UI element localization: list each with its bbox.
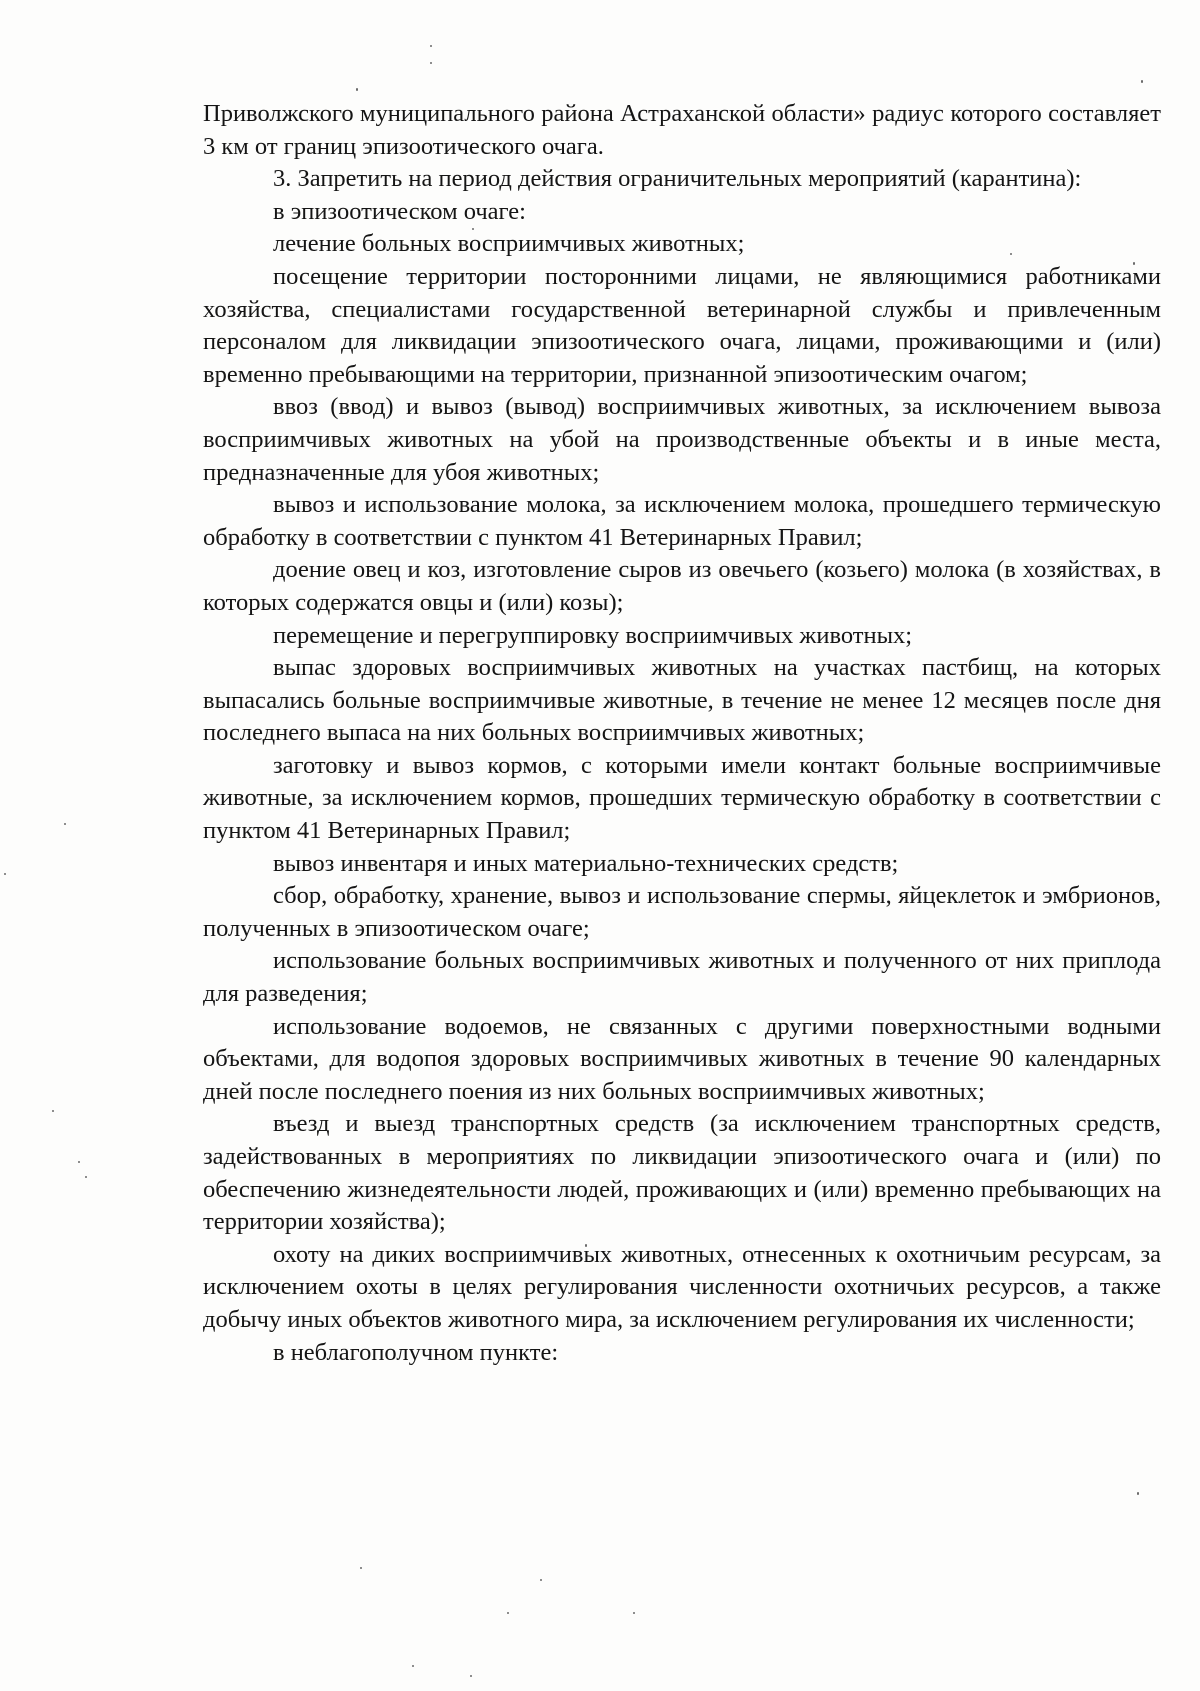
paragraph-item-3: 3. Запретить на период действия ограничительных мероприятий (карантина): [273,165,1082,193]
paragraph-list-item: ввоз (ввод) и вывоз (вывод) восприимчивых животных, за исключением вывоза восприимчивых животных на убой на производственные объекты и в иные места, предназначенные для убоя животных; [203,393,1161,486]
paragraph-subheading-point: в неблагополучном пункте: [273,1338,559,1366]
document-body [203,98,1161,1369]
paragraph-list-item: въезд и выезд транспортных средств (за исключением транспортных средств, задействованных в мероприятиях по ликвидации эпизоотического очага и (или) по обеспечению жизнедеятельности людей, проживающих и (или) временно пребывающих на территории хозяйства); [203,1110,1161,1236]
scan-speck [470,1675,472,1677]
paragraph-list-item: доение овец и коз, изготовление сыров из овечьего (козьего) молока (в хозяйствах, в которых содержатся овцы и (или) козы); [203,556,1161,616]
paragraph-list-item: вывоз и использование молока, за исключением молока, прошедшего термическую обработку в соответствии с пунктом 41 Ветеринарных Правил; [203,491,1161,551]
scan-speck [85,1176,87,1178]
paragraph-continuation: Приволжского муниципального района Астраханской области» радиус которого составляет 3 км от границ эпизоотического очага. [203,100,1161,160]
scan-speck [1141,80,1143,83]
scan-speck [430,45,432,47]
scan-speck [633,1612,635,1614]
paragraph-list-item: перемещение и перегруппировку восприимчивых животных; [273,621,913,649]
paragraph-subheading-focus: в эпизоотическом очаге: [273,197,526,225]
paragraph-list-item: использование водоемов, не связанных с другими поверхностными водными объектами, для водопоя здоровых восприимчивых животных в течение 90 календарных дней после последнего поения из них больных восприимчивых животных; [203,1012,1161,1105]
scan-speck [540,1579,542,1581]
paragraph-list-item: охоту на диких восприимчивых животных, отнесенных к охотничьим ресурсам, за исключением охоты в целях регулирования численности охотничьих ресурсов, а также добычу иных объектов животного мира, за исключением регулирования их численности; [203,1240,1161,1333]
scan-speck [78,1161,80,1163]
scan-speck [507,1612,509,1614]
paragraph-list-item: лечение больных восприимчивых животных; [273,230,745,258]
scan-speck [356,88,358,91]
paragraph-list-item: заготовку и вывоз кормов, с которыми имели контакт больные восприимчивые животные, за исключением кормов, прошедших термическую обработку в соответствии с пунктом 41 Ветеринарных Правил; [203,751,1161,845]
paragraph-list-item: сбор, обработку, хранение, вывоз и использование спермы, яйцеклеток и эмбрионов, полученных в эпизоотическом очаге; [203,882,1161,942]
paragraph-list-item: выпас здоровых восприимчивых животных на участках пастбищ, на которых выпасались больные восприимчивые животные, в течение не менее 12 месяцев после дня последнего выпаса на них больных восприимчивых животных; [203,654,1161,747]
scan-speck [4,873,6,875]
paragraph-list-item: использование больных восприимчивых животных и полученного от них приплода для разведения; [203,947,1161,1008]
scan-speck [412,1665,414,1667]
scan-speck [52,1110,54,1112]
paragraph-list-item: посещение территории посторонними лицами, не являющимися работниками хозяйства, специалистами государственной ветеринарной службы и привлеченным персоналом для ликвидации эпизоотического очага, лицами, проживающими и (или) временно пребывающими на территории, признанной эпизоотическим очагом; [203,262,1161,388]
scan-speck [360,1567,362,1569]
paragraph-list-item: вывоз инвентаря и иных материально-технических средств; [273,849,899,877]
scan-speck [1137,1492,1139,1495]
scan-speck [64,823,66,825]
scan-speck [430,62,432,64]
